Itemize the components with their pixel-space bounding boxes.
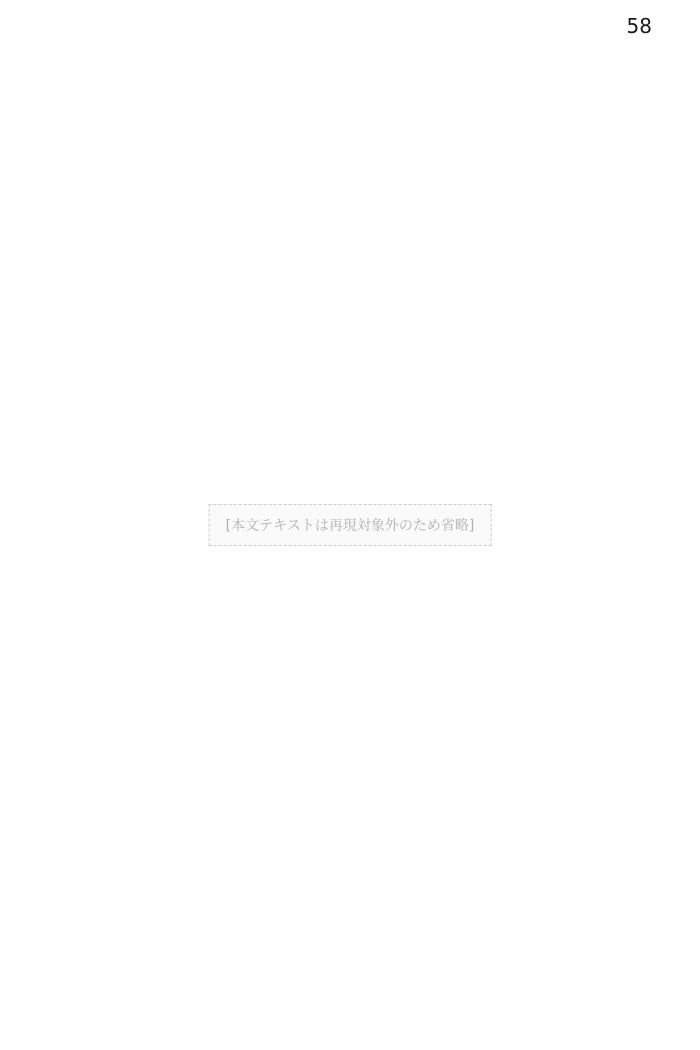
page-number: 58 xyxy=(626,14,652,38)
redaction-note: [本文テキストは再現対象外のため省略] xyxy=(209,504,492,546)
